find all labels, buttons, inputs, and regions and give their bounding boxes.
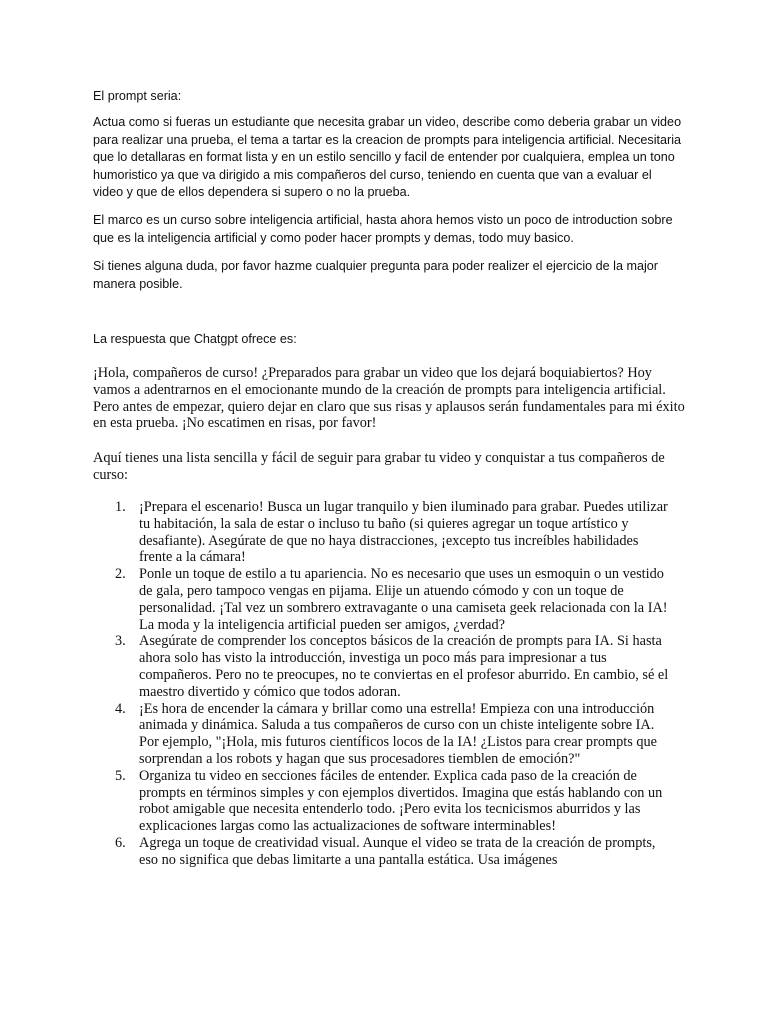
list-item xyxy=(93,701,673,768)
list-item-text: Organiza tu video en secciones fáciles de entender. Explica cada paso de la creación de prompts en términos simples y con ejemplos divertidos. Imagina que estás hablando con un robot amigable que necesita entenderlo todo. ¡Pero evita los tecnicismos aburridos y las explicaciones largas como las actualizaciones de software interminables! xyxy=(139,767,663,835)
list-item-number: 2. xyxy=(115,566,126,583)
prompt-paragraph-2: El marco es un curso sobre inteligencia artificial, hasta ahora hemos visto un poco de introduction sobre que es la inteligencia artificial y como poder hacer prompts y demas, todo muy basico. xyxy=(93,213,673,245)
prompt-paragraph-3: Si tienes alguna duda, por favor hazme cualquier pregunta para poder realizer el ejercicio de la major manera posible. xyxy=(93,259,658,291)
list-item xyxy=(93,566,673,633)
response-paragraph-2: Aquí tienes una lista sencilla y fácil de seguir para grabar tu video y conquistar a tus compañeros de curso: xyxy=(93,450,665,483)
response-paragraph-1: ¡Hola, compañeros de curso! ¿Preparados para grabar un video que los dejará boquiabiertos? Hoy vamos a adentrarnos en el emocionante mundo de la creación de prompts para inteligencia artificial. Pero antes de empezar, quiero dejar en claro que sus risas y aplausos serán fundamentales para mi éxito en esta prueba. ¡No escatimen en risas, por favor! xyxy=(93,365,685,432)
list-item xyxy=(93,499,673,566)
list-item-number: 5. xyxy=(115,767,126,784)
response-label: La respuesta que Chatgpt ofrece es: xyxy=(93,332,297,346)
list-item-text: ¡Es hora de encender la cámara y brillar como una estrella! Empieza con una introducción animada y dinámica. Saluda a tus compañeros de curso con un chiste inteligente sobre IA. Por ejemplo, "¡Hola, mis futuros científicos locos de la IA! ¿Listos para crear prompts que sorprendan a los robots y hagan que sus procesadores tiemblen de emoción?" xyxy=(139,700,657,767)
list-item xyxy=(93,835,673,869)
list-item xyxy=(93,633,673,700)
list-item-number: 4. xyxy=(115,700,126,717)
list-item-number: 6. xyxy=(115,834,126,851)
prompt-paragraph-1: Actua como si fueras un estudiante que necesita grabar un video, describe como deberia grabar un video para realizar una prueba, el tema a tartar es la creacion de prompts para inteligencia artificial. Necesitaria que lo detallaras en format lista y en un estilo sencillo y facil de entender por cualquiera, emplea un tono humoristico ya que va dirigido a mis compañeros del curso, teniendo en cuenta que van a evaluar el video y que de ellos dependera si supero o no la prueba. xyxy=(93,115,682,199)
list-item-number: 1. xyxy=(115,499,126,515)
intro-label: El prompt seria: xyxy=(93,89,182,103)
list-item xyxy=(93,768,673,835)
list-item-text: Asegúrate de comprender los conceptos básicos de la creación de prompts para IA. Si hasta ahora solo has visto la introducción, investiga un poco más para impresionar a tus compañeros. Pero no te preocupes, no te conviertas en el profesor aburrido. En cambio, sé el maestro divertido y cómico que todos adoran. xyxy=(139,633,669,700)
list-item-text: ¡Prepara el escenario! Busca un lugar tranquilo y bien iluminado para grabar. Puedes utilizar tu habitación, la sala de estar o incluso tu baño (si quieres agregar un toque artístico y desafiante). Asegúrate de que no haya distracciones, ¡excepto tus increíbles habilidades frente a la cámara! xyxy=(139,499,668,566)
list-item-text: Agrega un toque de creatividad visual. Aunque el video se trata de la creación de prompts, eso no significa que debas limitarte a una pantalla estática. Usa imágenes xyxy=(139,834,656,868)
list-item-text: Ponle un toque de estilo a tu apariencia. No es necesario que uses un esmoquin o un vestido de gala, pero tampoco vengas en pijama. Elije un atuendo cómodo y con un toque de personalidad. ¡Tal vez un sombrero extravagante o una camiseta geek relacionada con la IA! La moda y la inteligencia artificial pueden ser amigos, ¿verdad? xyxy=(139,566,668,633)
steps-list xyxy=(93,499,673,869)
list-item-number: 3. xyxy=(115,633,126,650)
